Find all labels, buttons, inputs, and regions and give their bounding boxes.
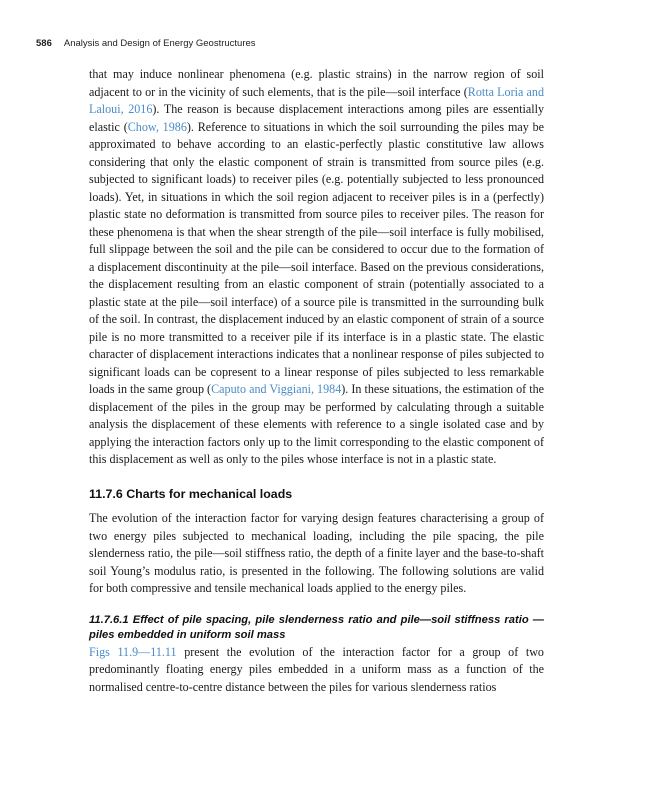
figure-link[interactable]: Figs 11.9—11.11 (89, 644, 177, 659)
body-text (89, 66, 544, 696)
running-header (36, 38, 256, 49)
section-heading: 11.7.6 Charts for mechanical loads (89, 486, 293, 501)
citation-link[interactable]: Rotta Loria and Laloui, 2016 (89, 84, 544, 116)
paragraph: Figs 11.9—11.11 present the evolution of the interaction factor for a group of two predominantly floating energy piles embedded in a uniform mass as a function of the normalised centre-to-centre distance between the piles for various slenderness ratios (89, 644, 544, 694)
page-number: 586 (36, 38, 52, 49)
running-title: Analysis and Design of Energy Geostructures (63, 38, 256, 49)
citation-link[interactable]: Chow, 1986 (127, 119, 187, 134)
citation-link[interactable]: Caputo and Viggiani, 1984 (211, 382, 342, 396)
subsection-heading: 11.7.6.1 Effect of pile spacing, pile slenderness ratio and pile—soil stiffness ratio — piles embedded in uniform soil mass (89, 613, 544, 641)
paragraph: The evolution of the interaction factor for varying design features characterising a group of two energy piles subjected to mechanical loading, including the pile spacing, the pile slenderness ratio, the pile—soil stiffness ratio, the depth of a finite layer and the base-to-shaft soil Young’s modulus ratio, is presented in the following. The following solutions are valid for both compressive and tensile mechanical loads applied to the energy piles. (89, 511, 544, 595)
paragraph: that may induce nonlinear phenomena (e.g. plastic strains) in the narrow region of soil adjacent to or in the vicinity of such elements, that is the pile—soil interface (Rotta Loria and Laloui, 2016). The reason is because displacement interactions among piles are essentially elastic (Chow, 1986). Reference to situations in which the soil surrounding the piles may be approximated to behave according to an elastic-perfectly plastic constitutive law allows considering that only the elastic component of strain is transmitted from source piles (e.g. subjected to significant loads) to receiver piles (e.g. potentially subjected to less pronounced loads). Yet, in situations in which the soil region adjacent to receiver piles is in a (perfectly) plastic state no deformation is transmitted from source piles to receiver piles. The reason for these phenomena is that when the shear strength of the pile—soil interface is fully mobilised, full slippage between the soil and the pile can be considered to occur due to the formation of a displacement discontinuity at the pile—soil interface. Based on the previous considerations, the displacement resulting from an elastic component of strain (potentially associated to a plastic state at the pile—soil interface) of a source pile is transmitted in the surrounding bulk of the soil. In contrast, the displacement induced by an elastic component of strain of a source pile is no more transmitted to a receiver pile if its interface is in a plastic state. The elastic character of displacement interactions indicates that a nonlinear response of piles subjected to significant loads can be copresent to a linear response of piles subjected to less remarkable loads in the same group (Caputo and Viggiani, 1984). In these situations, the estimation of the displacement of the piles in the group may be performed by calculating through a suitable analysis the displacement of these elements with reference to a single isolated case and by applying the interaction factors only up to the limit corresponding to the elastic component of this displacement as well as only to the piles whose interface is not in a plastic state. (89, 67, 545, 466)
